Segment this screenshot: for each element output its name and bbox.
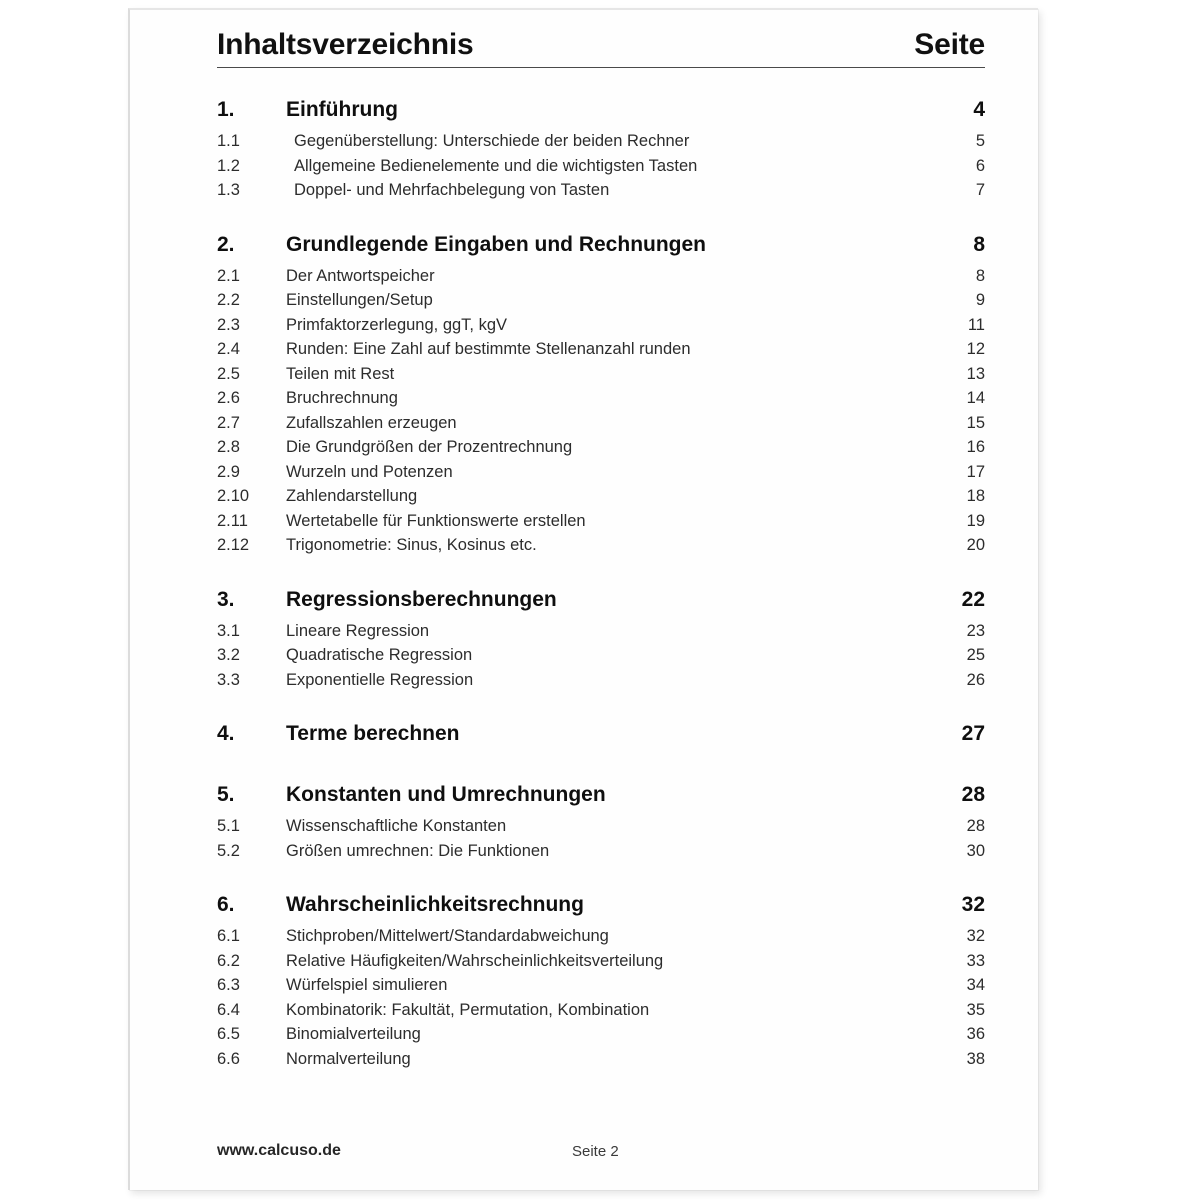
toc-entry-title: Zahlendarstellung [286, 487, 418, 505]
toc-entry-page: 20 [966, 536, 985, 554]
toc-group [217, 588, 985, 696]
toc-entry-number: 2.8 [217, 438, 240, 456]
toc-entry-number: 1.3 [217, 181, 240, 199]
toc-entry-number: 2.5 [217, 364, 240, 383]
toc-sub-entry[interactable] [217, 181, 985, 206]
toc-sub-entry[interactable] [217, 671, 985, 696]
toc-entry-title: Exponentielle Regression [286, 670, 474, 689]
toc-entry-title: Runden: Eine Zahl auf bestimmte Stellenanzahl runden [286, 340, 691, 358]
toc-entry-title: Wissenschaftliche Konstanten [286, 817, 507, 835]
toc-sub-entry[interactable] [217, 976, 985, 1001]
toc-entry-page: 23 [966, 621, 985, 640]
toc-entry-title: Lineare Regression [286, 621, 430, 640]
toc-entry-number: 6.1 [217, 927, 240, 945]
toc-entry-number: 5.1 [217, 817, 240, 835]
toc-entry-page: 14 [966, 389, 985, 407]
toc-entry-number: 4. [217, 722, 235, 745]
toc-entry-number: 2.4 [217, 340, 240, 358]
page-title: Inhaltsverzeichnis [217, 28, 474, 61]
toc-entry-page: 6 [975, 156, 985, 175]
toc-entry-page: 18 [966, 487, 985, 505]
toc-entry-page: 17 [966, 462, 985, 481]
toc-entry-number: 2.6 [217, 389, 240, 407]
toc-entry-page: 9 [975, 291, 985, 309]
toc-entry-number: 6.3 [217, 976, 240, 994]
toc-sub-entry[interactable] [217, 1001, 985, 1026]
toc-entry-number: 6.4 [217, 1000, 240, 1019]
toc-entry-title: Primfaktorzerlegung, ggT, kgV [286, 315, 508, 334]
toc-sub-entry[interactable] [217, 536, 985, 561]
toc-entry-number: 6.6 [217, 1049, 240, 1068]
toc-entry-number: 1.1 [217, 132, 240, 150]
toc-entry-page: 28 [966, 817, 985, 835]
toc-group [217, 893, 985, 1074]
toc-entry-page: 32 [966, 927, 985, 945]
toc-entry-number: 1.2 [217, 156, 240, 175]
toc-entry-page: 13 [966, 364, 985, 383]
toc-sub-entry[interactable] [217, 157, 985, 182]
toc-entry-number: 6.5 [217, 1025, 240, 1043]
toc-entry-page: 19 [966, 511, 985, 530]
toc-entry-title: Grundlegende Eingaben und Rechnungen [286, 232, 707, 256]
toc-header [217, 28, 985, 68]
toc-entry-page: 28 [961, 783, 985, 806]
toc-entry-title: Relative Häufigkeiten/Wahrscheinlichkeitsverteilung [286, 951, 664, 970]
toc-entry-page: 27 [961, 722, 985, 745]
toc-entry-page: 8 [973, 232, 985, 256]
page-content-area [217, 10, 985, 1190]
toc-entry-title: Der Antwortspeicher [286, 266, 435, 285]
toc-entry-title: Regressionsberechnungen [286, 587, 557, 611]
scanned-page-sheet [128, 8, 1038, 1190]
toc-entry-number: 2.10 [217, 487, 250, 505]
toc-entry-page: 22 [961, 587, 985, 611]
toc-entry-title: Normalverteilung [286, 1049, 411, 1068]
toc-entry-page: 30 [966, 841, 985, 860]
toc-main-entry[interactable] [217, 783, 985, 817]
toc-sub-entry[interactable] [217, 463, 985, 488]
toc-entry-page: 25 [966, 646, 985, 664]
toc-main-entry[interactable] [217, 98, 985, 132]
toc-entry-page: 33 [966, 951, 985, 970]
toc-entry-page: 5 [975, 132, 985, 150]
toc-sub-entry[interactable] [217, 365, 985, 390]
toc-entry-number: 3.2 [217, 646, 240, 664]
toc-entry-title: Doppel- und Mehrfachbelegung von Tasten [294, 181, 610, 199]
toc-entry-title: Wahrscheinlichkeitsrechnung [286, 893, 584, 916]
toc-entry-title: Trigonometrie: Sinus, Kosinus etc. [286, 536, 537, 554]
page-footer [217, 1142, 985, 1164]
toc-entry-number: 2.12 [217, 536, 250, 554]
toc-sub-entry[interactable] [217, 340, 985, 365]
toc-entry-number: 2.11 [217, 511, 248, 530]
toc-entry-title: Allgemeine Bedienelemente und die wichtigsten Tasten [294, 156, 698, 175]
toc-main-entry[interactable] [217, 893, 985, 927]
toc-sub-entry[interactable] [217, 267, 985, 292]
toc-entry-number: 2.7 [217, 413, 240, 432]
toc-entry-number: 6.2 [217, 951, 240, 970]
toc-sub-entry[interactable] [217, 842, 985, 867]
toc-entry-number: 2.2 [217, 291, 240, 309]
toc-entry-title: Binomialverteilung [286, 1025, 421, 1043]
page-column-header: Seite [914, 28, 985, 61]
toc-entry-number: 5. [217, 783, 235, 806]
toc-entry-title: Teilen mit Rest [286, 364, 395, 383]
toc-entry-title: Terme berechnen [286, 722, 460, 745]
toc-group [217, 233, 985, 561]
toc-sub-entry[interactable] [217, 952, 985, 977]
toc-entry-number: 2.1 [217, 266, 240, 285]
toc-entry-page: 7 [975, 181, 985, 199]
toc-entry-title: Einstellungen/Setup [286, 291, 433, 309]
toc-sub-entry[interactable] [217, 1050, 985, 1075]
toc-entry-title: Konstanten und Umrechnungen [286, 783, 606, 806]
toc-sub-entry[interactable] [217, 817, 985, 842]
toc-entry-page: 11 [967, 315, 985, 334]
toc-entry-title: Zufallszahlen erzeugen [286, 413, 457, 432]
toc-main-entry[interactable] [217, 722, 985, 756]
toc-entry-number: 5.2 [217, 841, 240, 860]
toc-entry-title: Einführung [286, 98, 398, 121]
toc-sub-entry[interactable] [217, 132, 985, 157]
toc-entry-number: 3.3 [217, 670, 240, 689]
toc-entry-page: 34 [966, 976, 985, 994]
footer-website: www.calcuso.de [217, 1142, 341, 1159]
toc-entry-title: Wurzeln und Potenzen [286, 462, 453, 481]
toc-entry-page: 32 [961, 893, 985, 916]
toc-entry-number: 3. [217, 587, 235, 611]
toc-group [217, 98, 985, 206]
toc-entry-page: 16 [966, 438, 985, 456]
toc-group [217, 783, 985, 866]
toc-entry-title: Gegenüberstellung: Unterschiede der beiden Rechner [294, 132, 690, 150]
toc-entry-title: Wertetabelle für Funktionswerte erstellen [286, 511, 586, 530]
toc-entry-title: Kombinatorik: Fakultät, Permutation, Kombination [286, 1000, 650, 1019]
toc-entry-title: Größen umrechnen: Die Funktionen [286, 841, 550, 860]
toc-sub-entry[interactable] [217, 512, 985, 537]
toc-sub-entry[interactable] [217, 291, 985, 316]
toc-entry-list [217, 98, 985, 1074]
toc-entry-page: 35 [966, 1000, 985, 1019]
toc-entry-page: 26 [966, 670, 985, 689]
toc-entry-title: Die Grundgrößen der Prozentrechnung [286, 438, 573, 456]
toc-entry-page: 4 [973, 98, 985, 121]
toc-entry-title: Quadratische Regression [286, 646, 473, 664]
toc-entry-page: 12 [966, 340, 985, 358]
toc-entry-number: 1. [217, 98, 235, 121]
toc-main-entry[interactable] [217, 588, 985, 622]
toc-sub-entry[interactable] [217, 1025, 985, 1050]
toc-sub-entry[interactable] [217, 389, 985, 414]
toc-sub-entry[interactable] [217, 487, 985, 512]
toc-group [217, 722, 985, 756]
toc-main-entry[interactable] [217, 233, 985, 267]
toc-entry-title: Stichproben/Mittelwert/Standardabweichung [286, 927, 609, 945]
toc-entry-page: 15 [966, 413, 985, 432]
toc-sub-entry[interactable] [217, 414, 985, 439]
toc-sub-entry[interactable] [217, 438, 985, 463]
toc-entry-page: 38 [966, 1049, 985, 1068]
toc-entry-number: 3.1 [217, 621, 240, 640]
toc-entry-title: Bruchrechnung [286, 389, 398, 407]
toc-entry-page: 8 [975, 266, 985, 285]
toc-entry-number: 2. [217, 232, 235, 256]
toc-sub-entry[interactable] [217, 316, 985, 341]
footer-page-marker: Seite 2 [572, 1143, 619, 1160]
toc-entry-number: 6. [217, 893, 235, 916]
toc-sub-entry[interactable] [217, 622, 985, 647]
toc-entry-number: 2.3 [217, 315, 240, 334]
toc-sub-entry[interactable] [217, 927, 985, 952]
toc-sub-entry[interactable] [217, 646, 985, 671]
toc-entry-number: 2.9 [217, 462, 240, 481]
toc-entry-page: 36 [966, 1025, 985, 1043]
toc-entry-title: Würfelspiel simulieren [286, 976, 448, 994]
